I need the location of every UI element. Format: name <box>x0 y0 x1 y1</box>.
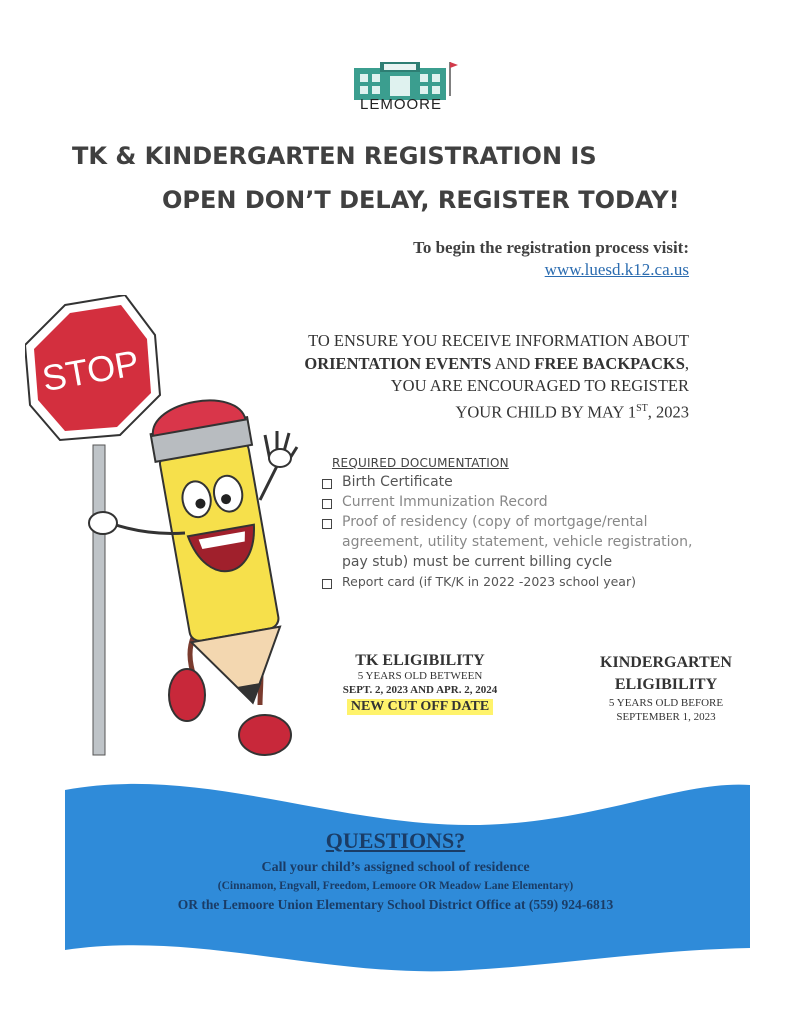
checkbox-icon <box>322 479 332 489</box>
headline-line-1: TK & KINDERGARTEN REGISTRATION IS <box>72 142 597 170</box>
new-cutoff-badge: NEW CUT OFF DATE <box>347 699 493 715</box>
district-website-link[interactable]: www.luesd.k12.ca.us <box>544 260 689 279</box>
logo-wordmark: LEMOORE <box>359 96 442 113</box>
questions-title: QUESTIONS? <box>325 828 466 853</box>
kindergarten-title-2: ELIGIBILITY <box>614 676 718 693</box>
list-item-continued: pay stub) must be current billing cycle <box>342 554 613 570</box>
documentation-header: REQUIRED DOCUMENTATION <box>332 456 509 470</box>
stop-sign-icon <box>25 295 160 440</box>
checkbox-icon <box>322 499 332 509</box>
tk-eligibility-title: TK ELIGIBILITY <box>355 652 485 669</box>
questions-schools-line: (Cinnamon, Engvall, Freedom, Lemoore OR Meadow Lane Elementary) <box>217 880 574 892</box>
list-item: Current Immunization Record <box>322 492 722 512</box>
registration-prompt: To begin the registration process visit: <box>413 238 689 257</box>
kindergarten-date: SEPTEMBER 1, 2023 <box>616 711 716 723</box>
notice-line-4: YOUR CHILD BY MAY 1ST, 2023 <box>455 402 689 421</box>
checkbox-icon <box>322 579 332 589</box>
kindergarten-title-1: KINDERGARTEN <box>600 654 732 671</box>
list-item: Birth Certificate <box>322 472 722 492</box>
list-item: Proof of residency (copy of mortgage/rental <box>322 512 722 532</box>
list-item-continued: agreement, utility statement, vehicle registration, <box>342 534 693 550</box>
notice-line-1: TO ENSURE YOU RECEIVE INFORMATION ABOUT <box>308 331 689 350</box>
questions-district-phone: OR the Lemoore Union Elementary School District Office at (559) 924-6813 <box>177 897 614 912</box>
list-item: Report card (if TK/K in 2022 -2023 school year) <box>322 572 722 592</box>
notice-line-3: YOU ARE ENCOURAGED TO REGISTER <box>390 376 689 395</box>
tk-age-line: 5 YEARS OLD BETWEEN <box>357 670 483 682</box>
kindergarten-age-line: 5 YEARS OLD BEFORE <box>608 697 724 709</box>
checkbox-icon <box>322 519 332 529</box>
kindergarten-eligibility <box>576 652 756 724</box>
questions-call-line: Call your child’s assigned school of residence <box>261 860 530 875</box>
svg-text:STOP: STOP <box>39 341 143 400</box>
pencil-stop-sign-illustration <box>25 295 305 765</box>
tk-date-range: SEPT. 2, 2023 AND APR. 2, 2024 <box>342 684 498 696</box>
notice-line-2: ORIENTATION EVENTS AND FREE BACKPACKS, <box>304 353 689 373</box>
headline-line-2: OPEN DON’T DELAY, REGISTER TODAY! <box>162 186 680 214</box>
required-documentation <box>322 456 722 592</box>
tk-eligibility <box>330 652 510 715</box>
